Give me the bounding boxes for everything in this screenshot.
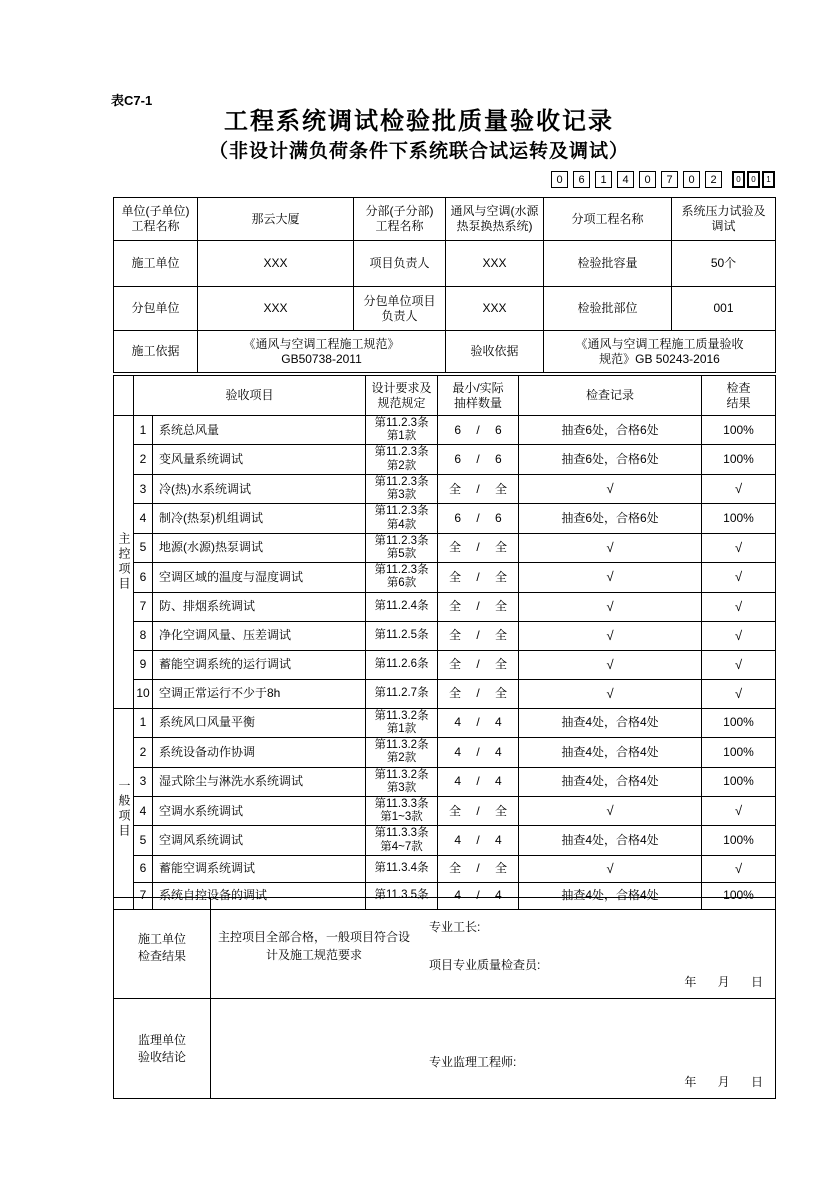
- col-header-record: 检查记录: [519, 376, 702, 416]
- value-line: 调试: [711, 219, 736, 233]
- item-spec: [366, 767, 438, 796]
- spec-line: 第11.2.5条: [374, 629, 429, 642]
- spec-line: 第4~7款: [380, 840, 423, 853]
- construction-check-result-label: [114, 898, 211, 999]
- spec-line: 第4款: [386, 518, 417, 531]
- col-header-result: [702, 376, 776, 416]
- item-number: 2: [134, 445, 153, 474]
- table-row: [114, 621, 776, 650]
- item-number: 1: [134, 708, 153, 737]
- subcontractor-label: 分包单位: [114, 287, 198, 331]
- spec-line: 第11.2.3条: [374, 534, 429, 547]
- item-record: √: [519, 796, 702, 825]
- spec-line: 第3款: [386, 781, 417, 794]
- item-record: √: [519, 650, 702, 679]
- value-line: 《通风与空调工程施工质量验收: [575, 336, 744, 351]
- item-result: √: [702, 563, 776, 592]
- item-spec: [366, 445, 438, 474]
- item-spec: [366, 533, 438, 562]
- label-line: 负责人: [381, 308, 418, 323]
- item-result: 100%: [702, 882, 776, 909]
- item-record: √: [519, 563, 702, 592]
- foreman-signature-label: 专业工长:: [429, 920, 481, 934]
- item-spec: [366, 855, 438, 882]
- code-digit-box-small: 1: [762, 171, 775, 188]
- subcontractor-value: XXX: [198, 287, 354, 331]
- label-line: 施工单位: [137, 932, 186, 947]
- table-row: [114, 855, 776, 882]
- item-sampling: 6 / 6: [438, 445, 519, 474]
- spec-line: 第2款: [386, 752, 417, 765]
- spec-line: 第11.2.3条: [374, 505, 429, 518]
- item-sampling: 6 / 6: [438, 416, 519, 445]
- item-result: √: [702, 855, 776, 882]
- item-name: 制冷(热泵)机组调试: [153, 504, 366, 533]
- spec-line: 第1款: [386, 722, 417, 735]
- table-row: [114, 767, 776, 796]
- item-sampling: 全 / 全: [438, 474, 519, 503]
- item-number: 10: [134, 679, 153, 708]
- item-result: 100%: [702, 767, 776, 796]
- batch-capacity-label: 检验批容量: [544, 241, 672, 287]
- supervision-engineer-signature-label: 专业监理工程师:: [429, 1055, 517, 1069]
- item-result: √: [702, 474, 776, 503]
- item-result: 100%: [702, 738, 776, 767]
- item-number: 7: [134, 592, 153, 621]
- subdivision-project-value: [446, 198, 544, 241]
- label-line: 分部(子分部): [365, 204, 434, 218]
- item-name: 冷(热)水系统调试: [153, 474, 366, 503]
- value-line: 系统压力试验及: [681, 204, 766, 218]
- item-number: 2: [134, 738, 153, 767]
- item-sampling: 4 / 4: [438, 708, 519, 737]
- table-row: [114, 533, 776, 562]
- item-number: 8: [134, 621, 153, 650]
- item-name: 地源(水源)热泵调试: [153, 533, 366, 562]
- spec-line: 第1~3款: [380, 811, 423, 824]
- item-sampling: 6 / 6: [438, 504, 519, 533]
- item-spec: [366, 679, 438, 708]
- project-manager-value: XXX: [446, 241, 544, 287]
- item-record: √: [519, 679, 702, 708]
- group-label-dominant: 主控项目: [114, 416, 134, 709]
- item-sampling: 全 / 全: [438, 563, 519, 592]
- item-number: 3: [134, 767, 153, 796]
- table-row: [114, 650, 776, 679]
- item-record: 抽查6处，合格6处: [519, 416, 702, 445]
- item-number: 6: [134, 563, 153, 592]
- item-record: 抽查4处，合格4处: [519, 708, 702, 737]
- item-name: 湿式除尘与淋洗水系统调试: [153, 767, 366, 796]
- item-record: 抽查4处，合格4处: [519, 882, 702, 909]
- item-result: 100%: [702, 826, 776, 855]
- code-digit-box-small: 0: [747, 171, 760, 188]
- batch-capacity-value: 50个: [672, 241, 776, 287]
- code-digit-box: 1: [595, 171, 612, 188]
- batch-location-label: 检验批部位: [544, 287, 672, 331]
- item-spec: [366, 708, 438, 737]
- item-name: 防、排烟系统调试: [153, 592, 366, 621]
- label-line: 检查结果: [137, 949, 186, 963]
- unit-project-value: 那云大厦: [198, 198, 354, 241]
- table-row: [114, 504, 776, 533]
- item-spec: [366, 474, 438, 503]
- group-label-general: 一般项目: [114, 708, 134, 909]
- item-name: 系统自控设备的调试: [153, 882, 366, 909]
- item-number: 4: [134, 796, 153, 825]
- code-digit-box: 0: [683, 171, 700, 188]
- item-record: √: [519, 533, 702, 562]
- item-number: 9: [134, 650, 153, 679]
- item-name: 净化空调风量、压差调试: [153, 621, 366, 650]
- table-row: [114, 287, 776, 331]
- table-row: [114, 241, 776, 287]
- item-name: 空调风系统调试: [153, 826, 366, 855]
- item-record: 抽查4处，合格4处: [519, 767, 702, 796]
- item-spec: [366, 826, 438, 855]
- table-row: [114, 826, 776, 855]
- construction-unit-label: 施工单位: [114, 241, 198, 287]
- check-conclusion-text: 主控项目全部合格，一般项目符合设计及施工规范要求: [217, 930, 410, 962]
- table-row: [114, 679, 776, 708]
- table-row: [114, 445, 776, 474]
- item-name: 系统风口风量平衡: [153, 708, 366, 737]
- quality-inspector-signature-label: 项目专业质量检查员:: [429, 958, 541, 972]
- header-line: 规范规定: [377, 395, 426, 410]
- item-sampling: 4 / 4: [438, 738, 519, 767]
- spec-line: 第11.3.2条: [374, 709, 429, 722]
- acceptance-basis-value: [544, 331, 776, 373]
- label-line: 验收结论: [137, 1049, 186, 1064]
- spec-line: 第11.2.6条: [374, 658, 429, 671]
- item-result: 100%: [702, 416, 776, 445]
- item-number: 6: [134, 855, 153, 882]
- code-digit-box: 0: [639, 171, 656, 188]
- item-result: √: [702, 592, 776, 621]
- item-record: 抽查4处，合格4处: [519, 738, 702, 767]
- item-spec: [366, 738, 438, 767]
- item-number: 1: [134, 416, 153, 445]
- supervision-conclusion-cell: [211, 999, 776, 1099]
- subcontractor-manager-label: [354, 287, 446, 331]
- item-result: 100%: [702, 708, 776, 737]
- header-line: 检查: [726, 380, 751, 395]
- item-result: √: [702, 679, 776, 708]
- table-row: [114, 708, 776, 737]
- acceptance-basis-label: 验收依据: [446, 331, 544, 373]
- page-title: 工程系统调试检验批质量验收记录: [224, 108, 614, 135]
- supervision-conclusion-label: [114, 999, 211, 1099]
- construction-basis-label: 施工依据: [114, 331, 198, 373]
- table-row: [114, 592, 776, 621]
- col-header-item: 验收项目: [134, 376, 366, 416]
- item-sampling: 全 / 全: [438, 650, 519, 679]
- item-name: 变风量系统调试: [153, 445, 366, 474]
- item-spec: [366, 592, 438, 621]
- spec-line: 第2款: [386, 459, 417, 472]
- signature-table: [113, 897, 776, 1099]
- construction-basis-value: [198, 331, 446, 373]
- item-spec: [366, 416, 438, 445]
- value-line: GB50738-2011: [281, 351, 362, 366]
- item-sampling: 全 / 全: [438, 592, 519, 621]
- item-record: √: [519, 592, 702, 621]
- label-line: 分包单位项目: [363, 293, 436, 308]
- code-digit-box: 6: [573, 171, 590, 188]
- item-spec: [366, 563, 438, 592]
- item-spec: [366, 650, 438, 679]
- item-name: 蓄能空调系统的运行调试: [153, 650, 366, 679]
- construction-unit-value: XXX: [198, 241, 354, 287]
- item-name: 系统总风量: [153, 416, 366, 445]
- item-spec: [366, 796, 438, 825]
- col-header-sampling: [438, 376, 519, 416]
- spec-line: 第6款: [386, 577, 417, 590]
- item-result: 100%: [702, 504, 776, 533]
- subdivision-project-label: [354, 198, 446, 241]
- table-row: [114, 474, 776, 503]
- spec-line: 第11.2.3条: [374, 417, 429, 429]
- item-spec: [366, 621, 438, 650]
- subcontractor-manager-value: XXX: [446, 287, 544, 331]
- item-result: √: [702, 650, 776, 679]
- table-row: [114, 796, 776, 825]
- value-line: 通风与空调(水源: [450, 204, 539, 218]
- col-header-spec: [366, 376, 438, 416]
- table-row: [114, 416, 776, 445]
- label-line: 工程名称: [375, 219, 424, 233]
- spec-line: 第5款: [386, 547, 417, 560]
- spec-line: 第11.3.3条: [374, 797, 429, 810]
- item-number: 4: [134, 504, 153, 533]
- item-name: 空调水系统调试: [153, 796, 366, 825]
- item-record: √: [519, 621, 702, 650]
- item-sampling: 全 / 全: [438, 679, 519, 708]
- item-sampling: 4 / 4: [438, 882, 519, 909]
- form-code: 表C7-1: [111, 93, 153, 108]
- spec-line: 第1款: [386, 430, 417, 443]
- item-name: 空调区域的温度与湿度调试: [153, 563, 366, 592]
- project-info-table: [113, 197, 776, 373]
- unit-project-label: [114, 198, 198, 241]
- spec-line: 第11.3.2条: [374, 768, 429, 781]
- item-number: 7: [134, 882, 153, 909]
- construction-check-result-cell: [211, 898, 776, 999]
- table-row: [114, 898, 776, 999]
- spec-line: 第11.3.2条: [374, 739, 429, 752]
- item-record: 抽查6处，合格6处: [519, 445, 702, 474]
- item-result: √: [702, 796, 776, 825]
- spec-line: 第3款: [386, 489, 417, 502]
- table-header-row: [114, 376, 776, 416]
- item-project-label: 分项工程名称: [544, 198, 672, 241]
- table-row: [114, 999, 776, 1099]
- page-subtitle: （非设计满负荷条件下系统联合试运转及调试）: [208, 141, 629, 162]
- spec-line: 第11.3.4条: [374, 862, 429, 875]
- item-sampling: 全 / 全: [438, 855, 519, 882]
- table-row: [114, 738, 776, 767]
- record-code-boxes: [113, 171, 775, 188]
- item-result: √: [702, 533, 776, 562]
- spec-line: 第11.2.7条: [374, 687, 429, 700]
- item-name: 蓄能空调系统调试: [153, 855, 366, 882]
- item-record: √: [519, 474, 702, 503]
- item-number: 5: [134, 533, 153, 562]
- item-sampling: 4 / 4: [438, 826, 519, 855]
- item-number: 5: [134, 826, 153, 855]
- item-sampling: 全 / 全: [438, 796, 519, 825]
- item-project-value: [672, 198, 776, 241]
- item-result: √: [702, 621, 776, 650]
- table-row: [114, 563, 776, 592]
- value-line: 热泵换热系统): [456, 219, 533, 233]
- project-manager-label: 项目负责人: [354, 241, 446, 287]
- item-number: 3: [134, 474, 153, 503]
- code-digit-box: 4: [617, 171, 634, 188]
- spec-line: 第11.3.3条: [374, 827, 429, 840]
- value-line: 《通风与空调工程施工规范》: [243, 336, 400, 351]
- date-line: 年 月 日: [684, 975, 763, 989]
- group-header-cell: [114, 376, 134, 416]
- table-row: [114, 198, 776, 241]
- header-line: 设计要求及: [371, 380, 432, 395]
- item-sampling: 全 / 全: [438, 621, 519, 650]
- item-sampling: 全 / 全: [438, 533, 519, 562]
- item-name: 空调正常运行不少于8h: [153, 679, 366, 708]
- label-line: 工程名称: [131, 219, 180, 233]
- item-sampling: 4 / 4: [438, 767, 519, 796]
- spec-line: 第11.3.5条: [374, 889, 429, 902]
- spec-line: 第11.2.3条: [374, 475, 429, 488]
- code-digit-box: 2: [705, 171, 722, 188]
- item-record: 抽查6处，合格6处: [519, 504, 702, 533]
- code-digit-box: 7: [661, 171, 678, 188]
- table-row: [114, 331, 776, 373]
- item-record: 抽查4处，合格4处: [519, 826, 702, 855]
- spec-line: 第11.2.4条: [374, 600, 429, 613]
- header-line: 结果: [726, 395, 751, 410]
- batch-location-value: 001: [672, 287, 776, 331]
- code-digit-box-small: 0: [732, 171, 745, 188]
- label-line: 单位(子单位): [121, 204, 190, 218]
- item-record: √: [519, 855, 702, 882]
- item-result: 100%: [702, 445, 776, 474]
- label-line: 监理单位: [137, 1032, 186, 1047]
- inspection-table: [113, 375, 776, 910]
- item-name: 系统设备动作协调: [153, 738, 366, 767]
- spec-line: 第11.2.3条: [374, 564, 429, 577]
- item-spec: [366, 504, 438, 533]
- spec-line: 第11.2.3条: [374, 446, 429, 459]
- header-line: 抽样数量: [454, 395, 503, 410]
- code-digit-box: 0: [551, 171, 568, 188]
- header-line: 最小/实际: [452, 380, 504, 395]
- date-line: 年 月 日: [684, 1075, 763, 1089]
- value-line: 规范》GB 50243-2016: [599, 351, 720, 366]
